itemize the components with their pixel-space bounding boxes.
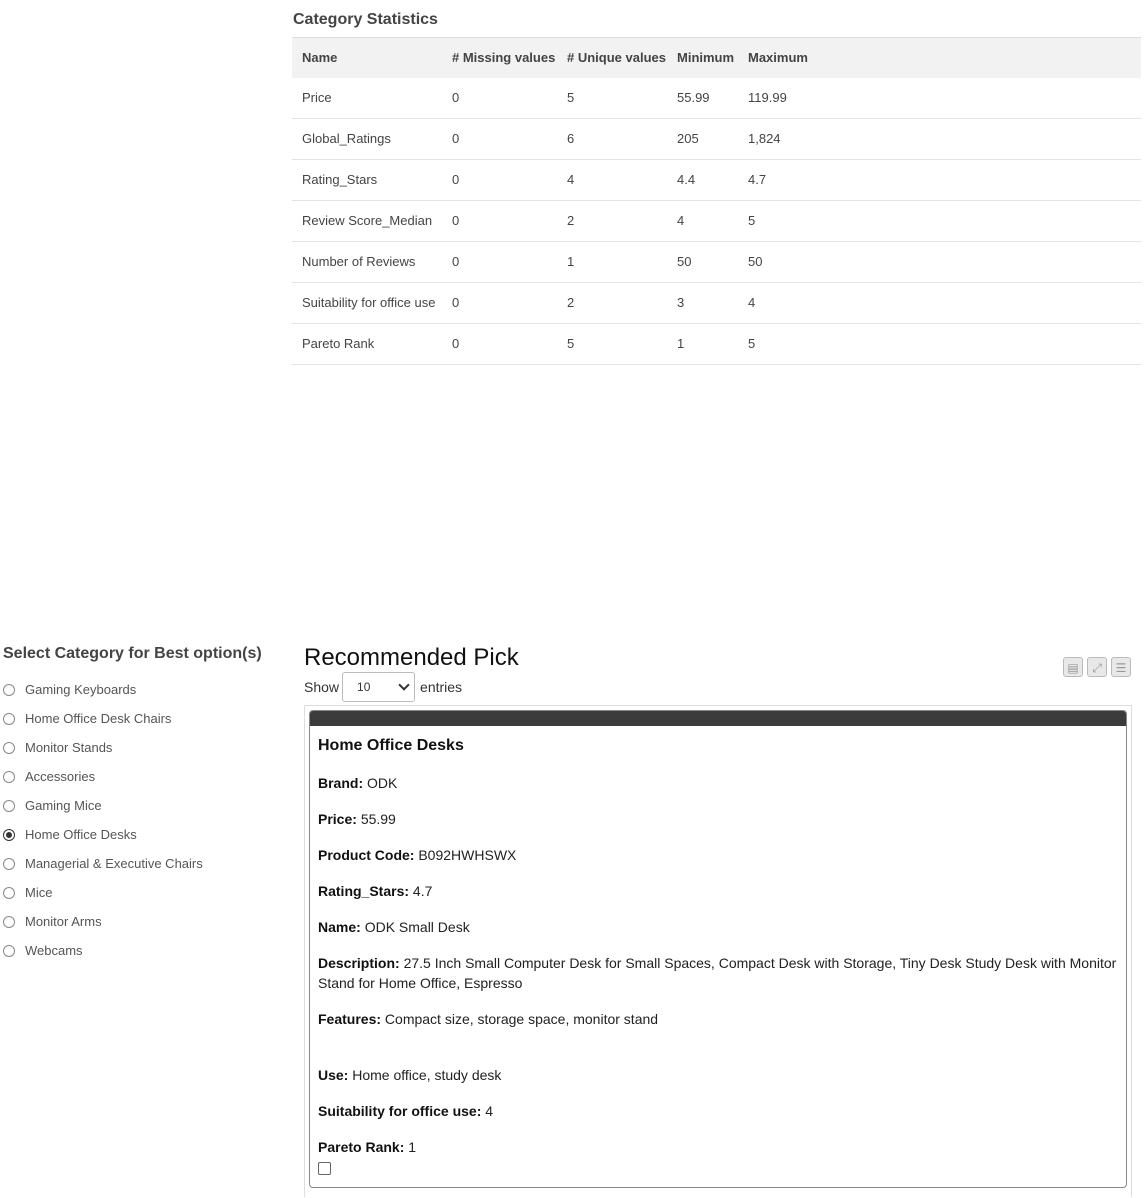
stats-header-row: [292, 38, 1141, 78]
cell-minimum: 55.99: [667, 78, 738, 119]
suitability-label: Suitability for office use:: [318, 1103, 482, 1119]
description-value: 27.5 Inch Small Computer Desk for Small Spaces, Compact Desk with Storage, Tiny Desk Study Desk with Monitor Stand for Home Office, Espresso: [318, 955, 1117, 991]
column-header-minimum[interactable]: Minimum: [677, 50, 735, 66]
category-radio-group: [3, 675, 283, 965]
use-field: [318, 1065, 1118, 1085]
radio-button[interactable]: [3, 684, 15, 696]
description-field: [318, 953, 1118, 993]
table-row: [292, 78, 1141, 119]
name-value: ODK Small Desk: [364, 919, 470, 935]
category-option[interactable]: [3, 704, 283, 733]
card-header-bar: [310, 711, 1126, 726]
radio-button[interactable]: [3, 887, 15, 899]
cell-minimum: 3: [667, 282, 738, 323]
cell-unique: 5: [557, 323, 667, 364]
brand-label: Brand:: [318, 775, 364, 791]
cell-minimum: 50: [667, 241, 738, 282]
recommended-pick-panel: [304, 643, 1134, 1155]
cell-missing: 0: [442, 323, 557, 364]
category-option[interactable]: [3, 820, 283, 849]
radio-button[interactable]: [3, 945, 15, 957]
category-option-label: Gaming Mice: [25, 798, 102, 813]
table-row: [292, 323, 1141, 364]
radio-button[interactable]: [3, 742, 15, 754]
menu-icon[interactable]: ☰: [1111, 657, 1131, 677]
column-header-missing[interactable]: # Missing values: [452, 50, 556, 66]
category-option[interactable]: [3, 907, 283, 936]
price-value: 55.99: [360, 811, 396, 827]
price-field: [318, 809, 1118, 829]
cell-maximum: 4: [738, 282, 1141, 323]
features-value: Compact size, storage space, monitor stand: [384, 1011, 659, 1027]
cell-unique: 2: [557, 282, 667, 323]
category-option-label: Mice: [25, 885, 53, 900]
select-checkbox[interactable]: [318, 1162, 331, 1175]
expand-icon[interactable]: ⤢: [1087, 657, 1107, 677]
cell-maximum: 50: [738, 241, 1141, 282]
category-option[interactable]: [3, 878, 283, 907]
cell-name: Pareto Rank: [292, 323, 442, 364]
cell-unique: 1: [557, 241, 667, 282]
column-header-name[interactable]: Name: [302, 50, 338, 66]
product-code-field: [318, 845, 1118, 865]
entries-select-value: 10: [357, 680, 371, 694]
cell-unique: 5: [557, 78, 667, 119]
card-container: [304, 705, 1132, 1197]
stats-table: [292, 37, 1141, 365]
column-header-unique[interactable]: # Unique values: [567, 50, 666, 66]
entries-select[interactable]: [342, 672, 415, 702]
cell-name: Number of Reviews: [292, 241, 442, 282]
cell-minimum: 4: [667, 200, 738, 241]
suitability-field: [318, 1101, 1118, 1121]
table-row: [292, 159, 1141, 200]
brand-value: ODK: [367, 775, 398, 791]
features-label: Features:: [318, 1011, 382, 1027]
use-value: Home office, study desk: [352, 1067, 502, 1083]
cell-name: Price: [292, 78, 442, 119]
table-row: [292, 282, 1141, 323]
cell-name: Rating_Stars: [292, 159, 442, 200]
category-option-label: Monitor Arms: [25, 914, 102, 929]
category-option-label: Monitor Stands: [25, 740, 113, 755]
table-row: [292, 200, 1141, 241]
category-option-label: Webcams: [25, 943, 83, 958]
product-code-value: B092HWHSWX: [418, 847, 517, 863]
description-label: Description:: [318, 955, 400, 971]
category-option[interactable]: [3, 936, 283, 965]
cell-missing: 0: [442, 78, 557, 119]
pareto-value: 1: [408, 1139, 417, 1155]
entries-label: entries: [420, 679, 463, 695]
cell-missing: 0: [442, 282, 557, 323]
features-field: [318, 1009, 1118, 1029]
name-label: Name:: [318, 919, 361, 935]
cell-missing: 0: [442, 241, 557, 282]
stats-title: Category Statistics: [293, 11, 438, 28]
cell-unique: 4: [557, 159, 667, 200]
table-row: [292, 241, 1141, 282]
category-option[interactable]: [3, 762, 283, 791]
category-statistics-panel: [292, 8, 1141, 365]
pareto-label: Pareto Rank:: [318, 1139, 405, 1155]
radio-button[interactable]: [3, 713, 15, 725]
category-option[interactable]: [3, 675, 283, 704]
radio-button[interactable]: [3, 771, 15, 783]
name-field: [318, 917, 1118, 937]
category-option[interactable]: [3, 791, 283, 820]
cell-name: Review Score_Median: [292, 200, 442, 241]
cell-missing: 0: [442, 200, 557, 241]
panel-toolbar: [1063, 657, 1131, 677]
cell-unique: 6: [557, 118, 667, 159]
rating-field: [318, 881, 1118, 901]
cell-maximum: 1,824: [738, 118, 1141, 159]
category-option-label: Home Office Desks: [25, 827, 137, 842]
selector-title: Select Category for Best option(s): [3, 645, 262, 662]
radio-button[interactable]: [3, 800, 15, 812]
cell-maximum: 119.99: [738, 78, 1141, 119]
product-code-label: Product Code:: [318, 847, 415, 863]
use-label: Use:: [318, 1067, 349, 1083]
cell-maximum: 5: [738, 323, 1141, 364]
chevron-down-icon: [398, 679, 409, 690]
radio-button[interactable]: [3, 916, 15, 928]
category-option-label: Home Office Desk Chairs: [25, 711, 172, 726]
column-header-maximum[interactable]: Maximum: [748, 50, 808, 66]
brand-field: [318, 773, 1118, 793]
card-heading: Home Office Desks: [318, 737, 464, 754]
category-selector: [3, 645, 283, 965]
cell-name: Global_Ratings: [292, 118, 442, 159]
cell-missing: 0: [442, 159, 557, 200]
cell-minimum: 205: [667, 118, 738, 159]
radio-button[interactable]: [3, 858, 15, 870]
cell-maximum: 4.7: [738, 159, 1141, 200]
cell-minimum: 4.4: [667, 159, 738, 200]
cell-maximum: 5: [738, 200, 1141, 241]
cell-minimum: 1: [667, 323, 738, 364]
rating-value: 4.7: [412, 883, 433, 899]
collapse-icon[interactable]: ▤: [1063, 657, 1083, 677]
suitability-value: 4: [485, 1103, 494, 1119]
price-label: Price:: [318, 811, 357, 827]
radio-button[interactable]: [3, 829, 15, 841]
card-body: [310, 737, 1126, 1175]
entries-control: [304, 671, 1134, 703]
pick-title: Recommended Pick: [304, 644, 519, 671]
category-option-label: Accessories: [25, 769, 96, 784]
show-label: Show: [304, 679, 340, 695]
cell-name: Suitability for office use: [292, 282, 442, 323]
cell-missing: 0: [442, 118, 557, 159]
category-option-label: Gaming Keyboards: [25, 682, 137, 697]
rating-label: Rating_Stars:: [318, 883, 410, 899]
category-option[interactable]: [3, 849, 283, 878]
product-card: [309, 710, 1127, 1188]
category-option[interactable]: [3, 733, 283, 762]
category-option-label: Managerial & Executive Chairs: [25, 856, 203, 871]
cell-unique: 2: [557, 200, 667, 241]
table-row: [292, 118, 1141, 159]
pareto-field: [318, 1137, 1118, 1157]
